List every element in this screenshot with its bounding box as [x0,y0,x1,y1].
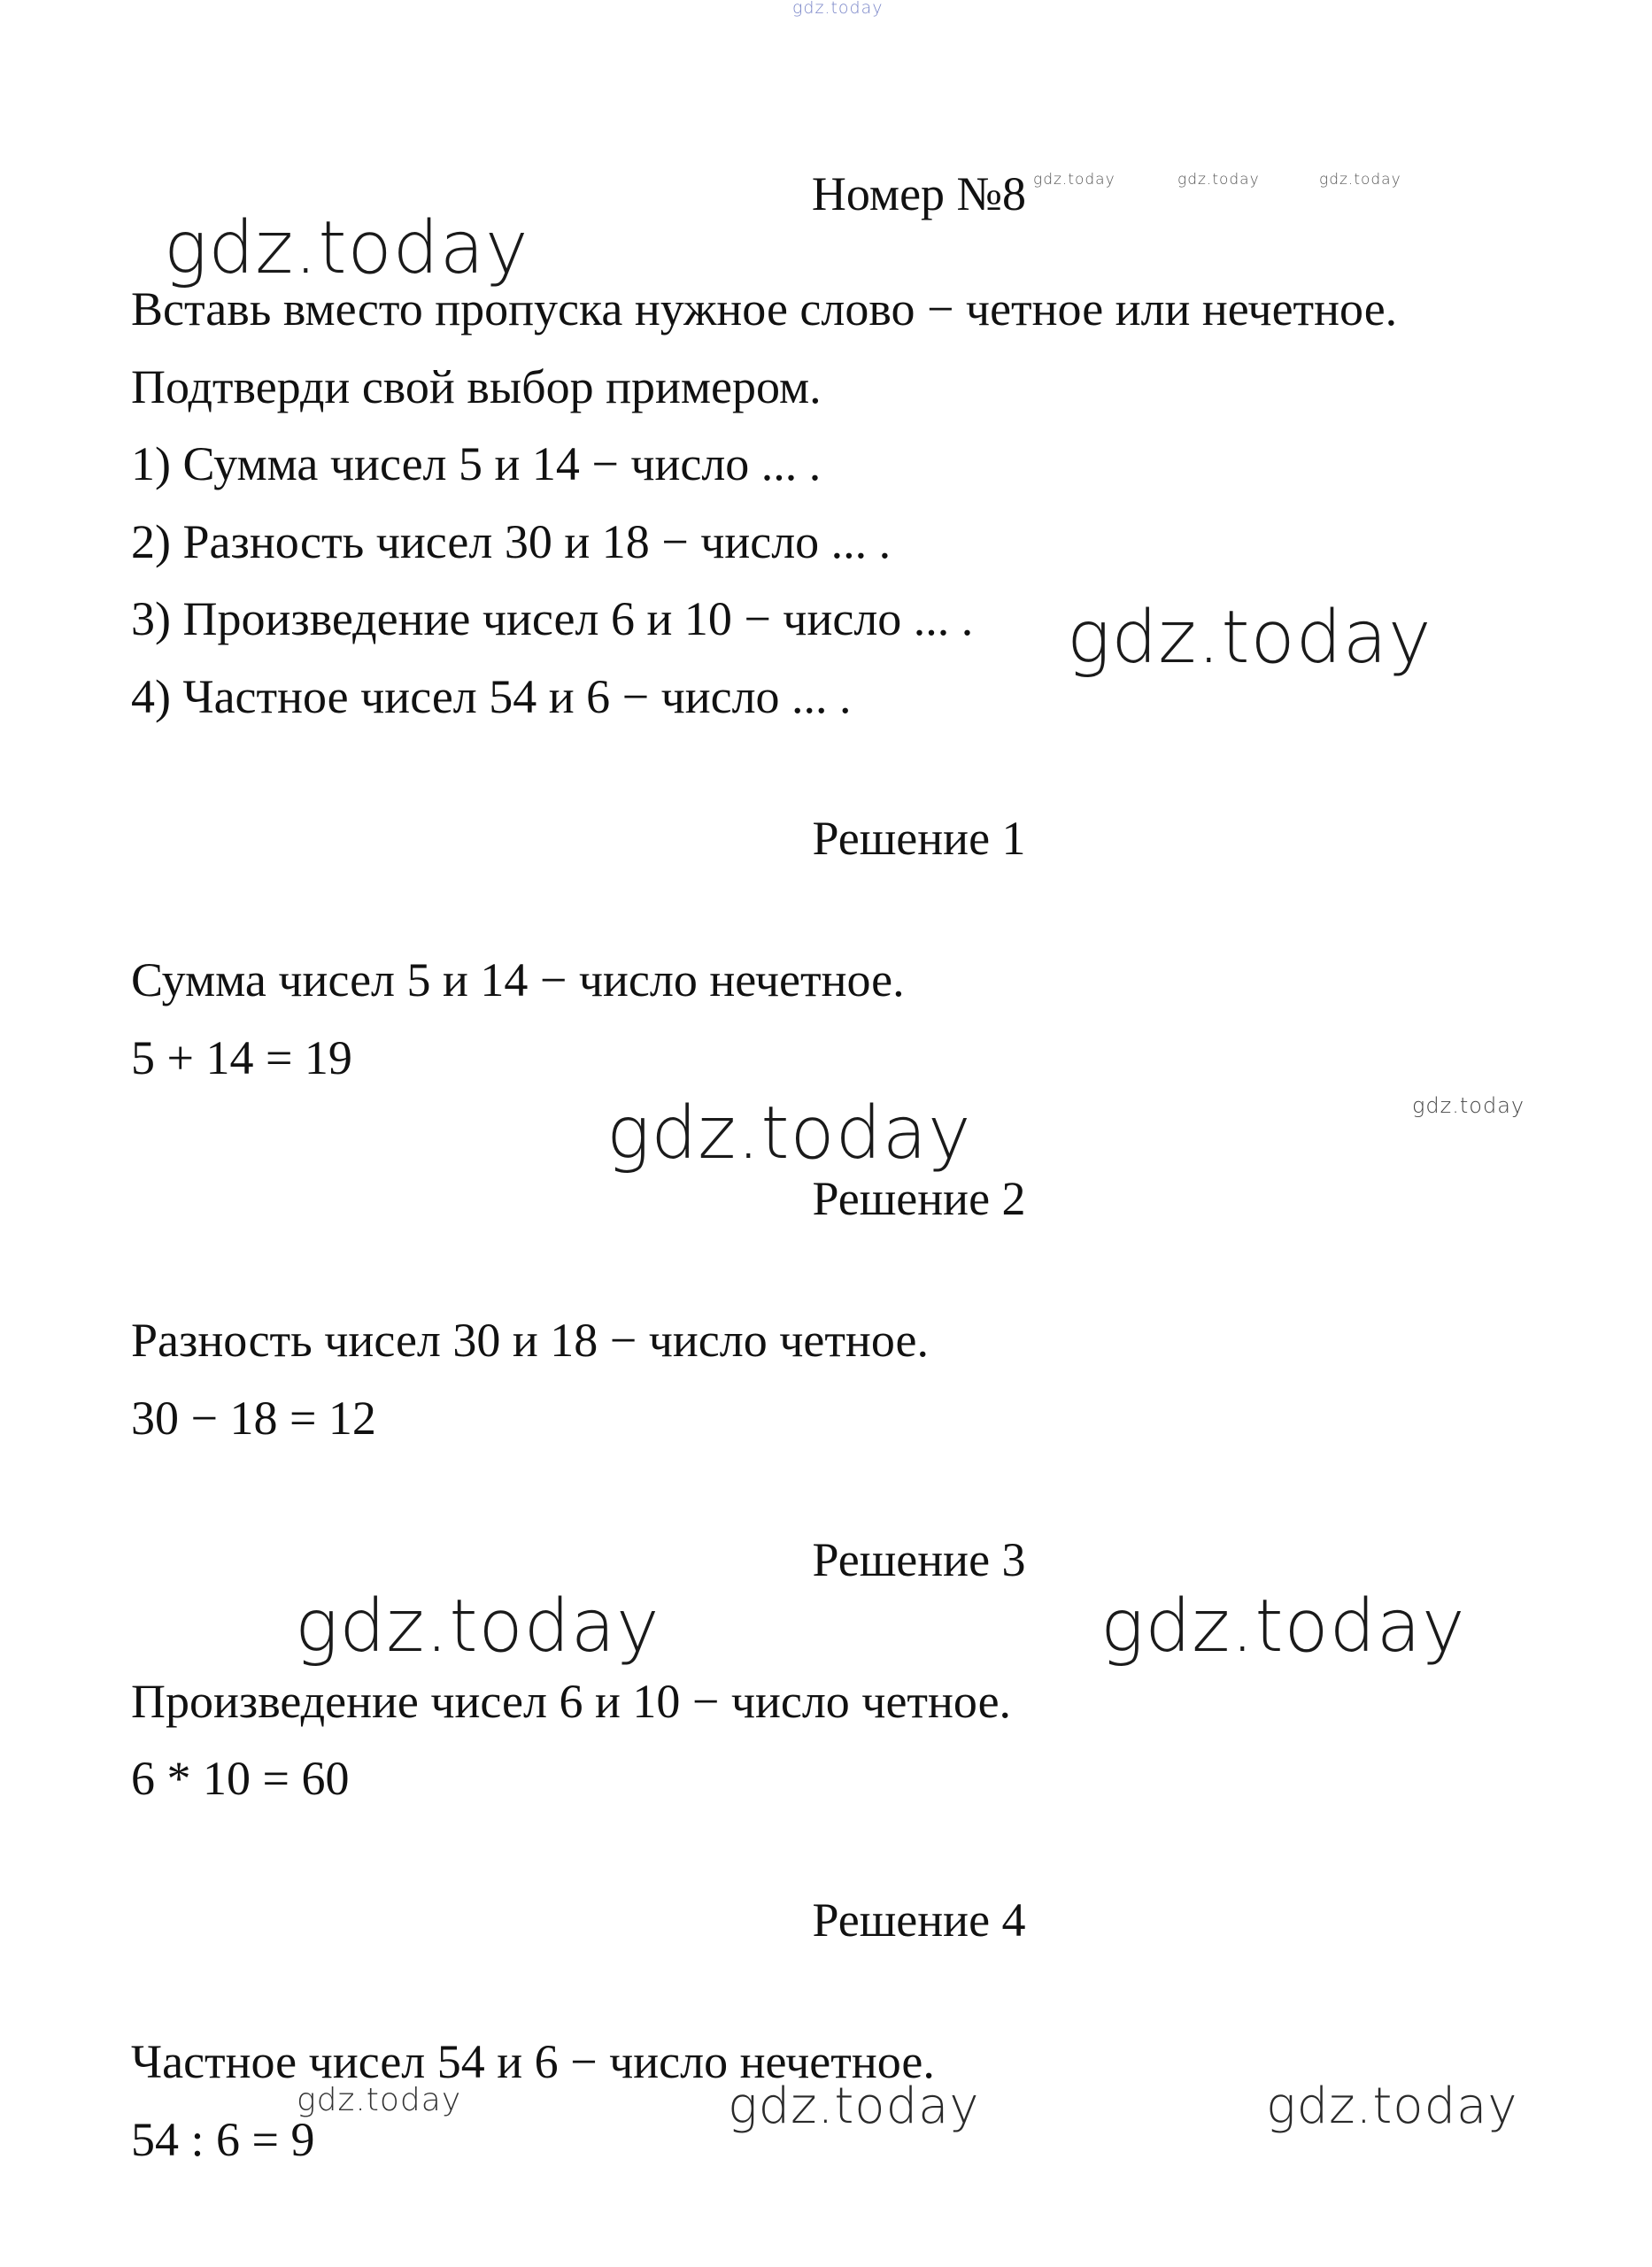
watermark-large: gdz.today [164,206,529,290]
solution-heading: Решение 2 [812,1172,1026,1225]
watermark-medium: gdz.today [1266,2078,1518,2135]
watermark-small: gdz.today [1412,1093,1525,1118]
solution-equation: 5 + 14 = 19 [131,1031,352,1084]
task-instruction-line1: Вставь вместо пропуска нужное слово − четное или нечетное. [131,282,1398,335]
solution-heading: Решение 3 [812,1533,1026,1586]
watermark-small: gdz.today [1177,171,1260,189]
task-item: 4) Частное чисел 54 и 6 − число ... . [131,670,852,723]
task-item: 2) Разность чисел 30 и 18 − число ... . [131,515,892,568]
watermark-medium: gdz.today [728,2078,980,2135]
solution-text: Разность чисел 30 и 18 − число четное. [131,1314,929,1367]
watermark-medium: gdz.today [297,2082,462,2118]
solution-equation: 6 * 10 = 60 [131,1752,350,1805]
task-instruction-line2: Подтверди свой выбор примером. [131,360,822,413]
solution-equation: 30 − 18 = 12 [131,1392,376,1445]
solution-heading: Решение 4 [812,1893,1026,1947]
solution-equation: 54 : 6 = 9 [131,2113,315,2166]
watermark-small: gdz.today [1033,171,1115,189]
task-item: 1) Сумма чисел 5 и 14 − число ... . [131,437,822,490]
watermark-top: gdz.today [792,0,884,18]
watermark-large: gdz.today [606,1091,972,1176]
solution-heading: Решение 1 [812,812,1026,865]
task-item: 3) Произведение чисел 6 и 10 − число ... . [131,592,974,645]
solution-text: Сумма чисел 5 и 14 − число нечетное. [131,953,905,1006]
page-title: Номер №8 [811,167,1027,220]
watermark-large: gdz.today [1100,1585,1466,1669]
solution-text: Произведение чисел 6 и 10 − число четное. [131,1675,1012,1728]
solution-text: Частное чисел 54 и 6 − число нечетное. [131,2035,935,2088]
watermark-small: gdz.today [1319,171,1401,189]
watermark-large: gdz.today [1067,596,1432,680]
watermark-large: gdz.today [295,1585,660,1669]
